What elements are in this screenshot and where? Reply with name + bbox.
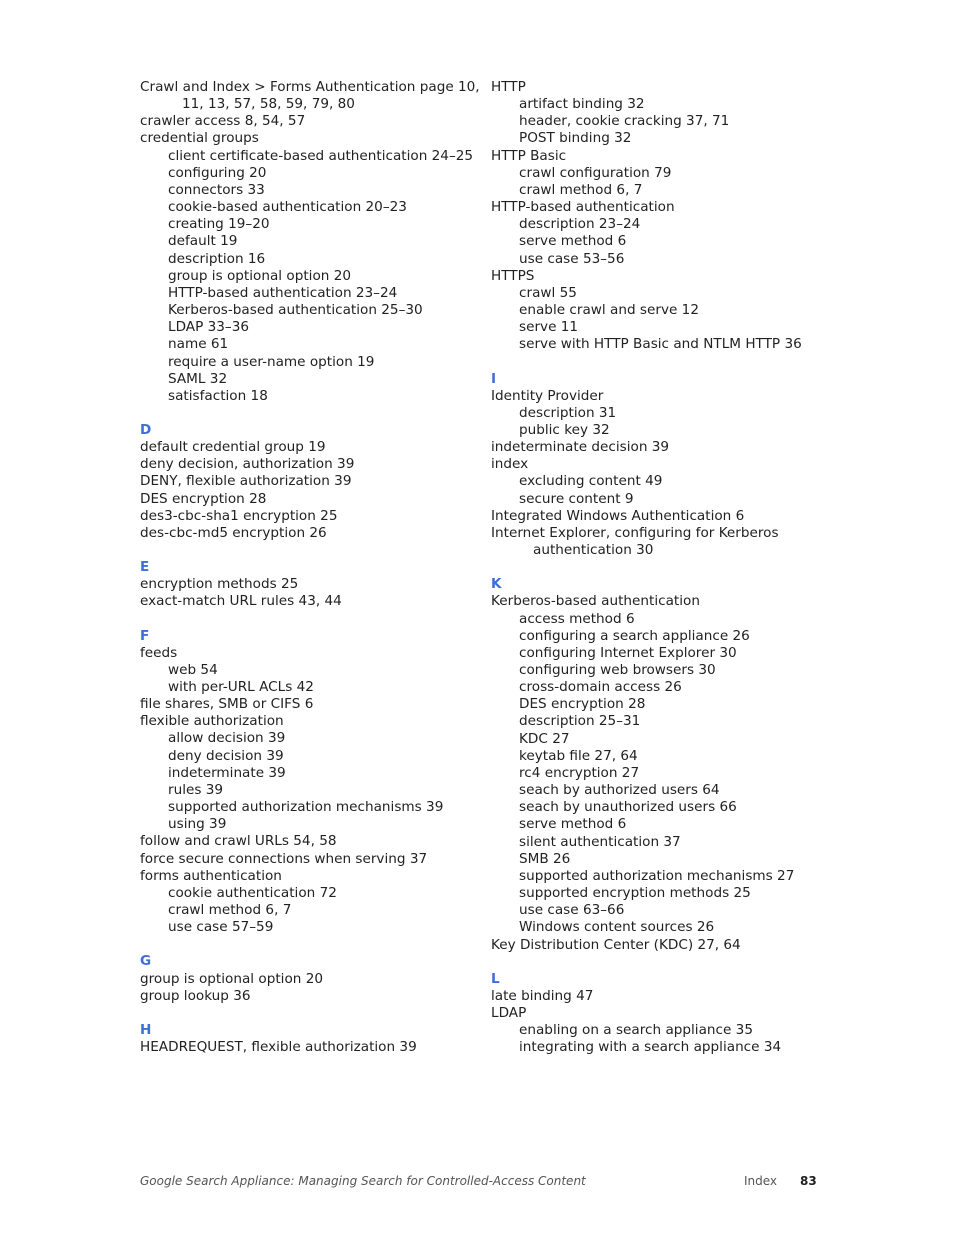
index-subentry: connectors 33 bbox=[168, 181, 265, 198]
index-entry: DENY, flexible authorization 39 bbox=[140, 473, 352, 490]
index-letter-heading: D bbox=[140, 421, 152, 438]
index-subentry: use case 53–56 bbox=[519, 250, 625, 267]
index-subentry: description 16 bbox=[168, 250, 266, 267]
index-entry: HTTP-based authentication bbox=[491, 199, 675, 216]
index-subentry: public key 32 bbox=[519, 421, 610, 438]
index-entry: Internet Explorer, configuring for Kerberos authentication 30 bbox=[491, 524, 779, 559]
index-subentry: crawl method 6, 7 bbox=[519, 181, 643, 198]
index-entry: des3-cbc-sha1 encryption 25 bbox=[140, 507, 338, 524]
index-letter-heading: F bbox=[140, 627, 150, 644]
index-entry: group is optional option 20 bbox=[140, 970, 323, 987]
index-subentry: web 54 bbox=[168, 661, 218, 678]
index-subentry: serve 11 bbox=[519, 319, 579, 336]
index-entry: feeds bbox=[140, 644, 178, 661]
index-entry: LDAP bbox=[491, 1004, 527, 1021]
index-entry: credential groups bbox=[140, 130, 259, 147]
index-subentry: cookie-based authentication 20–23 bbox=[168, 199, 407, 216]
index-subentry: cookie authentication 72 bbox=[168, 884, 337, 901]
index-letter-heading: I bbox=[491, 370, 497, 387]
index-letter-heading: K bbox=[491, 576, 502, 593]
index-subentry: seach by unauthorized users 66 bbox=[519, 799, 737, 816]
index-subentry: use case 63–66 bbox=[519, 902, 625, 919]
index-entry: late binding 47 bbox=[491, 987, 594, 1004]
index-entry: exact-match URL rules 43, 44 bbox=[140, 593, 342, 610]
index-subentry: rules 39 bbox=[168, 781, 224, 798]
index-subentry: group is optional option 20 bbox=[168, 267, 351, 284]
index-subentry: default 19 bbox=[168, 233, 238, 250]
index-subentry: LDAP 33–36 bbox=[168, 319, 250, 336]
index-subentry: satisfaction 18 bbox=[168, 387, 268, 404]
index-subentry: allow decision 39 bbox=[168, 730, 286, 747]
index-subentry: access method 6 bbox=[519, 610, 635, 627]
index-entry: crawler access 8, 54, 57 bbox=[140, 113, 306, 130]
index-entry: Integrated Windows Authentication 6 bbox=[491, 507, 745, 524]
index-subentry: description 31 bbox=[519, 404, 617, 421]
index-entry: force secure connections when serving 37 bbox=[140, 850, 428, 867]
index-entry: deny decision, authorization 39 bbox=[140, 456, 355, 473]
index-subentry: enable crawl and serve 12 bbox=[519, 302, 699, 319]
index-subentry: indeterminate 39 bbox=[168, 764, 286, 781]
index-subentry: enabling on a search appliance 35 bbox=[519, 1022, 753, 1039]
index-entry: Key Distribution Center (KDC) 27, 64 bbox=[491, 936, 741, 953]
index-entry: index bbox=[491, 456, 529, 473]
index-subentry: integrating with a search appliance 34 bbox=[519, 1039, 782, 1056]
index-subentry: with per-URL ACLs 42 bbox=[168, 679, 314, 695]
index-subentry: crawl configuration 79 bbox=[519, 164, 672, 181]
index-subentry: use case 57–59 bbox=[168, 919, 274, 936]
index-subentry: seach by authorized users 64 bbox=[519, 782, 720, 799]
index-subentry: configuring web browsers 30 bbox=[519, 662, 716, 678]
index-subentry: configuring a search appliance 26 bbox=[519, 627, 750, 644]
index-letter-heading: H bbox=[140, 1021, 152, 1038]
index-subentry: POST binding 32 bbox=[519, 130, 632, 147]
index-subentry: SMB 26 bbox=[519, 850, 571, 867]
index-subentry: configuring 20 bbox=[168, 164, 267, 181]
index-letter-heading: L bbox=[491, 970, 500, 987]
index-entry: forms authentication bbox=[140, 867, 282, 884]
index-entry: DES encryption 28 bbox=[140, 490, 267, 507]
index-subentry: description 23–24 bbox=[519, 216, 641, 233]
index-subentry: excluding content 49 bbox=[519, 473, 663, 490]
index-subentry: artifact binding 32 bbox=[519, 96, 645, 113]
index-entry: default credential group 19 bbox=[140, 439, 326, 456]
index-subentry: HTTP-based authentication 23–24 bbox=[168, 284, 398, 301]
index-subentry: description 25–31 bbox=[519, 713, 641, 730]
index-entry: file shares, SMB or CIFS 6 bbox=[140, 696, 314, 713]
index-subentry: crawl 55 bbox=[519, 284, 577, 301]
index-subentry: supported authorization mechanisms 27 bbox=[519, 867, 795, 884]
index-subentry: serve method 6 bbox=[519, 233, 627, 250]
index-subentry: Windows content sources 26 bbox=[519, 919, 715, 936]
index-letter-heading: E bbox=[140, 559, 150, 576]
index-subentry: KDC 27 bbox=[519, 730, 570, 747]
index-subentry: cross-domain access 26 bbox=[519, 679, 682, 696]
index-subentry: client certificate-based authentication 24–25 bbox=[168, 147, 474, 164]
index-subentry: using 39 bbox=[168, 816, 227, 833]
index-subentry: supported authorization mechanisms 39 bbox=[168, 799, 444, 816]
index-entry: flexible authorization bbox=[140, 713, 284, 730]
index-entry: des-cbc-md5 encryption 26 bbox=[140, 524, 327, 541]
index-subentry: serve with HTTP Basic and NTLM HTTP 36 bbox=[519, 336, 802, 353]
footer-section-name: Index bbox=[744, 1174, 778, 1188]
index-subentry: configuring Internet Explorer 30 bbox=[519, 644, 737, 661]
index-entry: indeterminate decision 39 bbox=[491, 439, 670, 456]
index-entry: Crawl and Index > Forms Authentication page 10, 11, 13, 57, 58, 59, 79, 80 bbox=[140, 79, 480, 113]
index-subentry: DES encryption 28 bbox=[519, 696, 646, 713]
index-subentry: deny decision 39 bbox=[168, 747, 284, 764]
index-subentry: secure content 9 bbox=[519, 490, 634, 507]
index-subentry: serve method 6 bbox=[519, 816, 627, 833]
index-subentry: Kerberos-based authentication 25–30 bbox=[168, 302, 423, 319]
index-entry: group lookup 36 bbox=[140, 987, 251, 1004]
index-entry: Kerberos-based authentication bbox=[491, 593, 700, 610]
index-subentry: name 61 bbox=[168, 336, 229, 353]
index-subentry: header, cookie cracking 37, 71 bbox=[519, 113, 730, 130]
index-subentry: silent authentication 37 bbox=[519, 833, 681, 850]
index-entry: follow and crawl URLs 54, 58 bbox=[140, 833, 337, 850]
index-entry: Identity Provider bbox=[491, 387, 604, 404]
index-entry: HTTP Basic bbox=[491, 147, 567, 164]
index-column-left bbox=[140, 79, 480, 1056]
index-letter-heading: G bbox=[140, 953, 152, 970]
index-subentry: keytab file 27, 64 bbox=[519, 747, 638, 764]
index-entry: HEADREQUEST, flexible authorization 39 bbox=[140, 1038, 417, 1055]
footer-document-title: Google Search Appliance: Managing Search for Controlled-Access Content bbox=[140, 1174, 586, 1188]
footer-page-number: 83 bbox=[800, 1174, 817, 1188]
index-entry: HTTPS bbox=[491, 267, 535, 284]
index-subentry: SAML 32 bbox=[168, 370, 228, 387]
index-column-right bbox=[491, 79, 821, 1056]
index-entry: HTTP bbox=[491, 79, 526, 95]
index-subentry: rc4 encryption 27 bbox=[519, 764, 640, 781]
index-subentry: supported encryption methods 25 bbox=[519, 885, 751, 902]
index-subentry: crawl method 6, 7 bbox=[168, 902, 292, 919]
index-entry: encryption methods 25 bbox=[140, 576, 299, 593]
index-subentry: require a user-name option 19 bbox=[168, 353, 375, 370]
index-subentry: creating 19–20 bbox=[168, 216, 270, 233]
